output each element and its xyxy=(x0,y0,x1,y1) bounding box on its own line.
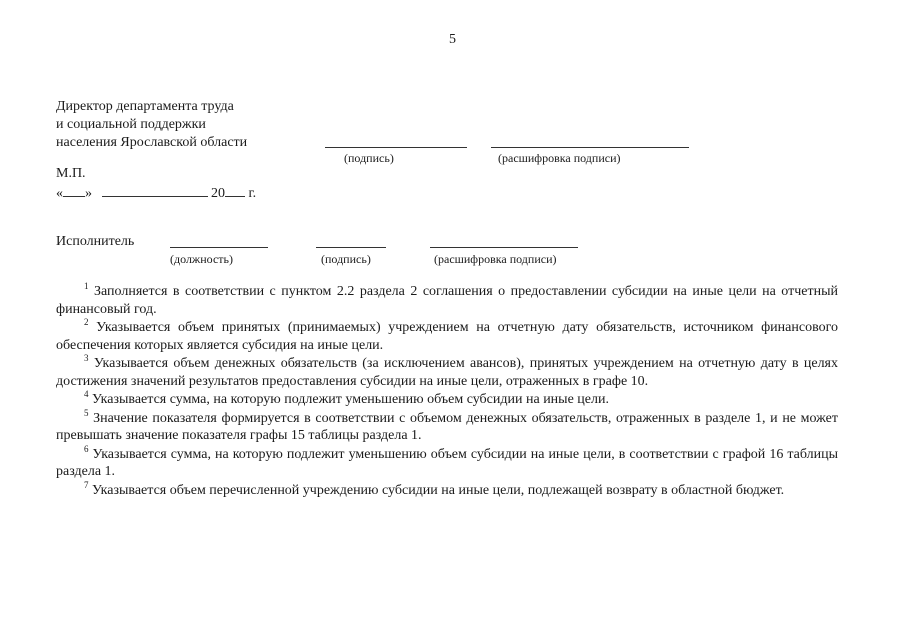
footnote-text: Указывается сумма, на которую подлежит уменьшению объем субсидии на иные цели. xyxy=(92,392,609,407)
executor-position-line xyxy=(170,247,268,248)
date-month-blank xyxy=(102,183,208,197)
executor-signature-line xyxy=(316,247,386,248)
executor-decryption-caption: (расшифровка подписи) xyxy=(434,252,557,266)
footnotes xyxy=(56,283,838,500)
director-decryption-line xyxy=(491,147,689,148)
footnote-6 xyxy=(56,443,838,481)
date-year-blank xyxy=(225,183,245,197)
director-title xyxy=(56,98,247,152)
footnote-text: Указывается объем денежных обязательств (за исключением авансов), принятых учреждением на отчетную дату в целях достижения значений результатов предоставления субсидии на иные цели, отраженных в графе 10. xyxy=(56,356,838,389)
footnote-text: Указывается сумма, на которую подлежит уменьшению объем субсидии на иные цели, в соответствии с графой 16 таблицы раздела 1. xyxy=(56,446,838,479)
footnote-text: Указывается объем перечисленной учреждению субсидии на иные цели, подлежащей возврату в областной бюджет. xyxy=(92,482,785,498)
footnote-4 xyxy=(56,391,838,409)
footnote-number: 2 xyxy=(84,317,89,327)
director-title-line-3: населения Ярославской области xyxy=(56,135,248,150)
date-close-quote: » xyxy=(85,186,92,201)
footnote-text: Указывается объем принятых (принимаемых) учреждением на отчетную дату обязательств, источником финансового обеспечения которых является субсидия на иные цели. xyxy=(56,320,838,353)
footnote-number: 4 xyxy=(84,389,89,399)
signing-date xyxy=(56,183,256,203)
date-day-blank xyxy=(63,183,85,197)
footnote-number: 3 xyxy=(84,353,89,363)
footnote-number: 6 xyxy=(84,443,89,454)
footnote-text: Заполняется в соответствии с пунктом 2.2 раздела 2 соглашения о предоставлении субсидии на иные цели на отчетный финансовый год. xyxy=(56,284,838,317)
footnote-number: 5 xyxy=(84,407,89,418)
director-title-line-1: Директор департамента труда xyxy=(56,99,234,114)
footnote-2 xyxy=(56,319,838,354)
date-year-prefix: 20 xyxy=(211,186,225,201)
footnote-7 xyxy=(56,479,838,500)
date-year-suffix: г. xyxy=(248,186,257,201)
executor-decryption-line xyxy=(430,247,578,248)
director-signature-line xyxy=(325,147,467,148)
stamp-place-label: М.П. xyxy=(56,166,86,181)
date-open-quote: « xyxy=(56,186,63,201)
executor-signature-caption: (подпись) xyxy=(321,252,371,266)
footnote-5 xyxy=(56,407,839,445)
director-decryption-caption: (расшифровка подписи) xyxy=(498,151,621,165)
footnote-number: 7 xyxy=(84,479,89,490)
director-signature-caption: (подпись) xyxy=(344,151,394,165)
executor-label: Исполнитель xyxy=(56,234,135,249)
footnote-3 xyxy=(56,355,838,390)
director-title-line-2: и социальной поддержки xyxy=(56,117,206,132)
footnote-1 xyxy=(56,283,838,318)
footnote-text: Значение показателя формируется в соответствии с объемом денежных обязательств, отраженных в разделе 1, и не может превышать значение показателя графы 15 таблицы раздела 1. xyxy=(56,410,839,443)
page-number: 5 xyxy=(449,32,456,47)
footnote-number: 1 xyxy=(84,281,89,291)
executor-position-caption: (должность) xyxy=(170,252,233,266)
